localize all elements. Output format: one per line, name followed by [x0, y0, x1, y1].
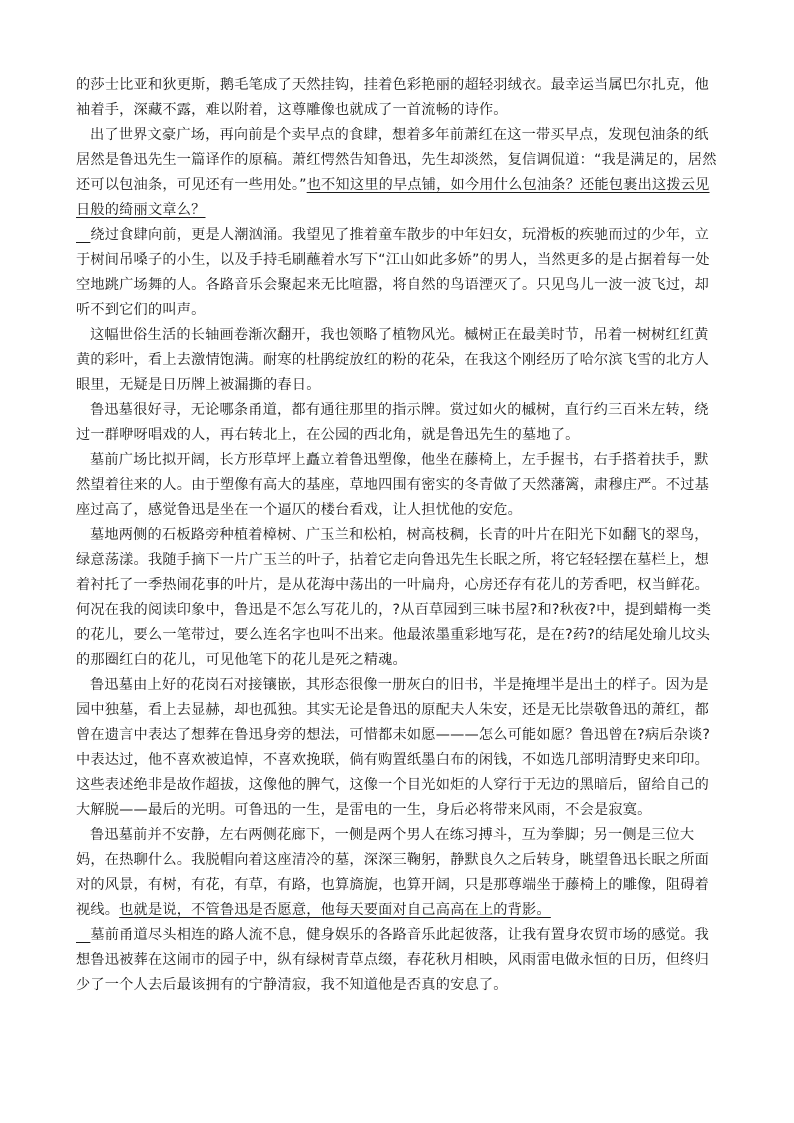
paragraph-text: 的莎士比亚和狄更斯，鹅毛笔成了天然挂钩，挂着色彩艳丽的超轻羽绒衣。最幸运当属巴尔扎克，他袖着手，深藏不露，难以附着，这尊雕像也就成了一首流畅的诗作。 [76, 77, 710, 118]
paragraph-text: 墓前甬道尽头相连的路人流不息，健身娱乐的各路音乐此起彼落，让我有置身农贸市场的感觉。我想鲁迅被葬在这闹市的园子中，纵有绿树青草点缀，春花秋月相映，风雨雷电做永恒的日历，但终归少了一个人去后最该拥有的宁静清寂，我不知道他是否真的安息了。 [76, 927, 710, 993]
blank-underline [76, 927, 90, 943]
paragraph-6 [76, 448, 721, 523]
paragraph-text: 鲁迅墓前并不安静，左右两侧花廊下，一侧是两个男人在练习搏斗，互为拳脚；另一侧是三位大妈，在热聊什么。我脱帽向着这座清冷的墓，深深三鞠躬，静默良久之后转身，眺望鲁迅长眠之所面对的风景，有树，有花，有草，有路，也算旖旎，也算开阔，只是那尊端坐于藤椅上的雕像，阻碍着视线。 [76, 827, 710, 918]
blank-underline [76, 227, 90, 243]
paragraph-9 [76, 823, 721, 923]
paragraph-text: 鲁迅墓由上好的花岗石对接镶嵌，其形态很像一册灰白的旧书，半是掩埋半是出土的样子。因为是园中独墓，看上去显赫，却也孤独。其实无论是鲁迅的原配夫人朱安，还是无比崇敬鲁迅的萧红，都曾在遗言中表达了想葬在鲁迅身旁的想法，可惜都未如愿———怎么可能如愿？鲁迅曾在?病后杂谈?中表达过，他不喜欢被追悼，不喜欢挽联，倘有购置纸墨白布的闲钱，不如选几部明清野史来印印。这些表述绝非是故作超拔，这像他的脾气，这像一个目光如炬的人穿行于无边的黑暗后，留给自己的大解脱——最后的光明。可鲁迅的一生，是雷电的一生，身后必将带来风雨，不会是寂寞。 [76, 677, 711, 818]
paragraph-text: 墓地两侧的石板路旁种植着樟树、广玉兰和松柏，树高枝稠，长青的叶片在阳光下如翻飞的翠鸟，绿意荡漾。我随手摘下一片广玉兰的叶子，拈着它走向鲁迅先生长眠之所，将它轻轻摆在墓栏上，想着衬托了一季热闹花事的叶片，是从花海中荡出的一叶扁舟，心房还存有花儿的芳香吧，权当鲜花。何况在我的阅读印象中，鲁迅是不怎么写花儿的，?从百草园到三味书屋?和?秋夜?中，提到蜡梅一类的花儿，要么一笔带过，要么连名字也叫不出来。他最浓墨重彩地写花，是在?药?的结尾处瑜儿坟头的那圈红白的花儿，可见他笔下的花儿是死之精魂。 [76, 527, 712, 668]
paragraph-8 [76, 673, 721, 823]
paragraph-10 [76, 923, 721, 998]
paragraph-text: 这幅世俗生活的长轴画卷渐次翻开，我也领略了植物风光。槭树正在最美时节，吊着一树树红红黄黄的彩叶，看上去激情饱满。耐寒的杜鹃绽放红的粉的花朵，在我这个刚经历了哈尔滨飞雪的北方人眼里，无疑是日历牌上被漏撕的春日。 [76, 327, 710, 393]
paragraph-5 [76, 398, 721, 448]
paragraph-4 [76, 323, 721, 398]
paragraph-7 [76, 523, 721, 673]
paragraph-text: 鲁迅墓很好寻，无论哪条甬道，都有通往那里的指示牌。赏过如火的槭树，直行约三百米左转，绕过一群咿呀唱戏的人，再右转北上，在公园的西北角，就是鲁迅先生的墓地了。 [76, 402, 709, 443]
paragraph-3 [76, 223, 721, 323]
paragraph-text: 绕过食肆向前，更是人潮汹涌。我望见了推着童车散步的中年妇女，玩滑板的疾驰而过的少年，立于树间吊嗓子的小生，以及手持毛刷蘸着水写下“江山如此多娇”的男人，当然更多的是占据着每一处空地跳广场舞的人。各路音乐会聚起来无比喧嚣，将自然的鸟语湮灭了。只见鸟儿一波一波飞过，却听不到它们的叫声。 [76, 227, 710, 318]
underlined-question: 也不知这里的早点铺，如今用什么包油条？还能包裹出这拨云见日般的绮丽文章么？ [76, 177, 710, 218]
paragraph-text: 墓前广场比拟开阔，长方形草坪上矗立着鲁迅塑像，他坐在藤椅上，左手握书，右手搭着扶手，默然望着往来的人。由于塑像有高大的基座，草地四围有密实的冬青做了天然藩篱，肃穆庄严。不过基座过高了，感觉鲁迅是坐在一个逼仄的楼台看戏，让人担忧他的安危。 [76, 452, 710, 518]
paragraph-1 [76, 73, 721, 123]
underlined-sentence: 也就是说，不管鲁迅是否愿意，他每天要面对自己高高在上的背影。 [119, 902, 551, 918]
essay-body [76, 73, 721, 998]
paragraph-text: 出了世界文豪广场，再向前是个卖早点的食肆，想着多年前萧红在这一带买早点，发现包油条的纸居然是鲁迅先生一篇译作的原稿。萧红愕然告知鲁迅，先生却淡然，复信调侃道：“我是满足的，居然还可以包油条，可见还有一些用处。” [76, 127, 717, 193]
paragraph-2 [76, 123, 721, 223]
